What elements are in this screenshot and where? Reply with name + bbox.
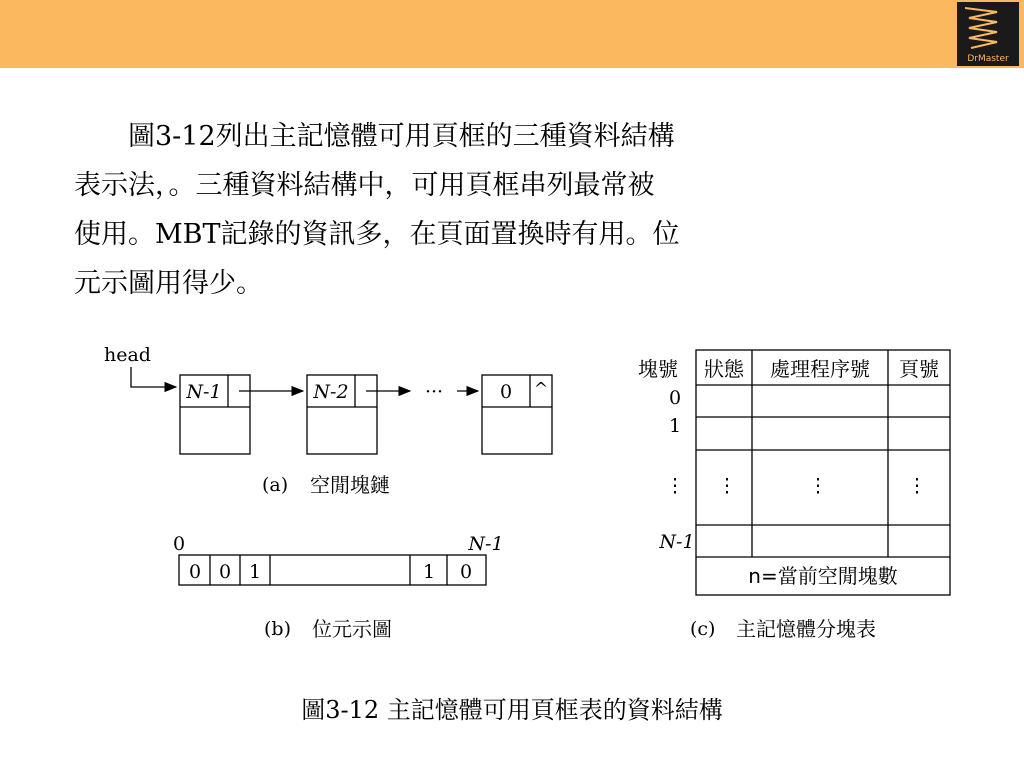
paragraph-line: 表示法，。三種資料結構中，可用頁框串列最常被 bbox=[74, 170, 655, 201]
node-label: N-2 bbox=[313, 381, 349, 403]
bit-cell: 0 bbox=[188, 561, 202, 583]
paragraph-line: 圖3-12列出主記憶體可用頁框的三種資料結構 bbox=[74, 121, 675, 152]
bit-cell: 1 bbox=[248, 561, 262, 583]
bit-cell: 0 bbox=[218, 561, 232, 583]
bitmap bbox=[173, 533, 504, 641]
caption-text-c: 主記憶體分塊表 bbox=[736, 617, 876, 641]
row-label: 1 bbox=[668, 415, 682, 437]
caption-text-b: 位元示圖 bbox=[312, 617, 392, 641]
bit-cell: 1 bbox=[422, 561, 436, 583]
row-label: N-1 bbox=[659, 531, 695, 553]
node-label: N-1 bbox=[186, 381, 222, 403]
figure-caption: 圖3-12 主記憶體可用頁框表的資料結構 bbox=[301, 696, 723, 724]
logo-text: DrMaster bbox=[967, 54, 1009, 64]
caption-tag-b: (b) bbox=[264, 618, 291, 640]
vdots-cell: ⋮ bbox=[808, 475, 828, 497]
free-block-chain bbox=[104, 344, 552, 497]
table-frame bbox=[696, 350, 950, 595]
bit-cell: 0 bbox=[459, 561, 473, 583]
paragraph-line: 使用。MBT記錄的資訊多，在頁面置換時有用。位 bbox=[74, 219, 680, 250]
paragraph-line: 元示圖用得少。 bbox=[74, 268, 263, 299]
node-label: 0 bbox=[499, 381, 513, 403]
column-header: 頁號 bbox=[899, 357, 939, 381]
head-pointer-arrow bbox=[131, 367, 176, 387]
list-node bbox=[180, 375, 250, 454]
vdots-cell: ⋮ bbox=[717, 475, 737, 497]
column-header: 處理程序號 bbox=[770, 357, 870, 381]
caption-tag-a: (a) bbox=[262, 474, 289, 496]
head-label: head bbox=[104, 344, 151, 366]
column-header: 狀態 bbox=[704, 357, 744, 381]
row-label: ⋮ bbox=[665, 475, 685, 497]
row-header: 塊號 bbox=[638, 357, 678, 381]
list-node bbox=[307, 375, 377, 454]
list-node bbox=[482, 375, 552, 454]
caption-tag-c: (c) bbox=[690, 618, 716, 640]
memory-block-table bbox=[638, 350, 950, 641]
vdots-cell: ⋮ bbox=[907, 475, 927, 497]
nil-symbol: ^ bbox=[533, 379, 549, 399]
caption-text-a: 空閒塊鏈 bbox=[310, 473, 390, 497]
start-index: 0 bbox=[172, 533, 186, 555]
ellipsis: ··· bbox=[424, 381, 444, 403]
row-label: 0 bbox=[668, 387, 682, 409]
end-index: N-1 bbox=[468, 533, 504, 555]
table-footer: n=當前空閒塊數 bbox=[748, 564, 898, 588]
